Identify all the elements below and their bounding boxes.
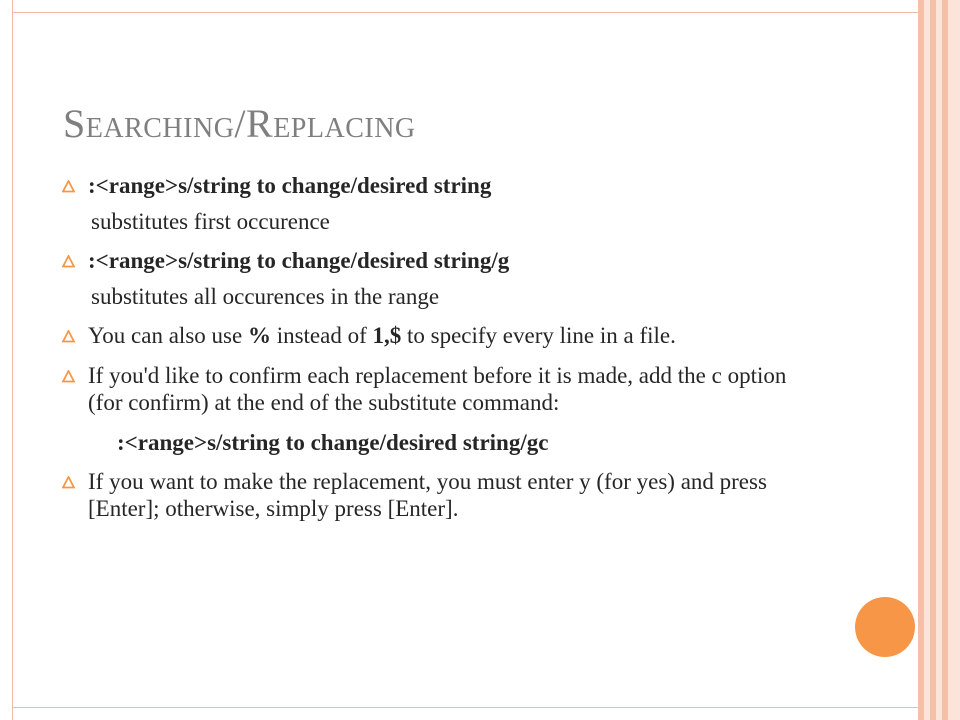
frame-top-border [12, 12, 918, 13]
text-segment: to specify every line in a file. [401, 323, 676, 348]
text-segment: You can also use [88, 323, 248, 348]
command-text: :<range>s/string to change/desired string [88, 173, 492, 198]
bullet-item [62, 247, 822, 274]
bullet-item [62, 362, 822, 416]
bullet-icon [62, 330, 75, 343]
bullet-icon [62, 255, 75, 268]
frame-left-border [12, 0, 13, 720]
bullet-icon [62, 370, 75, 383]
command-text: :<range>s/string to change/desired string/g [88, 248, 510, 273]
bullet-item [62, 322, 822, 349]
bold-segment: % [247, 323, 271, 348]
bullet-icon [62, 476, 75, 489]
body-text: If you'd like to confirm each replacement before it is made, add the c option (for confirm) at the end of the substitute command: [88, 363, 787, 415]
bullet-item [62, 468, 822, 522]
frame-bottom-border [12, 707, 918, 708]
sub-line: substitutes all occurences in the range [91, 284, 440, 309]
command-text: :<range>s/string to change/desired string/gc [117, 430, 549, 455]
bullet-item [62, 172, 822, 199]
bold-segment: 1,$ [372, 323, 402, 348]
sub-line: substitutes first occurence [91, 209, 330, 234]
body-text: If you want to make the replacement, you must enter y (for yes) and press [Enter]; otherwise, simply press [Enter]. [88, 469, 767, 521]
slide-content [62, 172, 822, 535]
decorative-stripe [948, 0, 960, 720]
bullet-icon [62, 180, 75, 193]
slide-title: Searching/Replacing [63, 101, 416, 146]
decorative-circle [855, 597, 915, 657]
text-segment: instead of [270, 323, 373, 348]
